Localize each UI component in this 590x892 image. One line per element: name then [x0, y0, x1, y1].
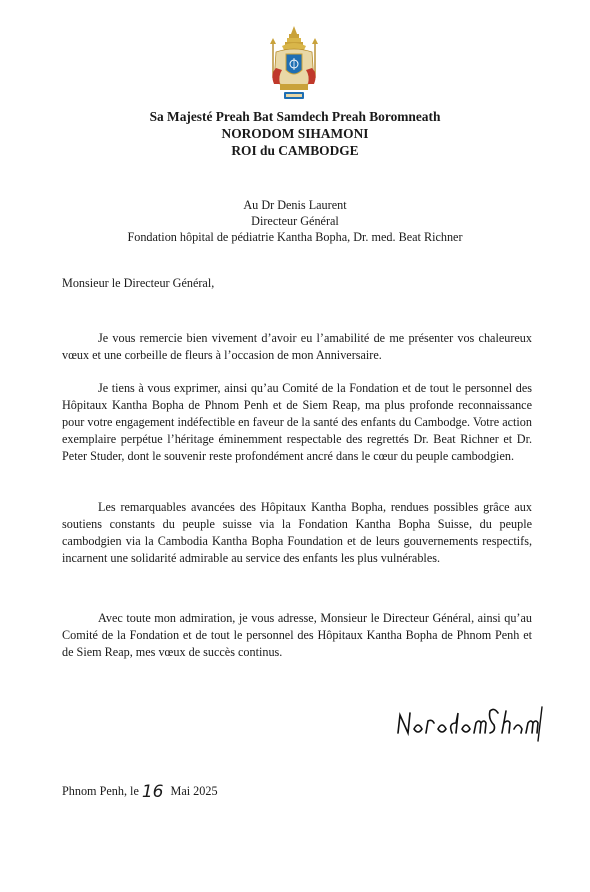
recipient-title: Directeur Général	[251, 214, 339, 228]
place-label: Phnom Penh, le	[62, 784, 139, 798]
month-year: Mai 2025	[170, 784, 218, 798]
sender-name: NORODOM SIHAMONI	[221, 126, 369, 141]
place-and-date	[62, 780, 218, 800]
sender-role: ROI du CAMBODGE	[231, 143, 359, 158]
handwritten-day: 16	[141, 782, 164, 802]
salutation: Monsieur le Directeur Général,	[62, 276, 215, 290]
sender-header	[0, 108, 590, 159]
body-paragraph-3: Les remarquables avancées des Hôpitaux Kantha Bopha, rendues possibles grâce aux soutiens constants du peuple suisse via la Fondation Kantha Bopha Suisse, du peuple cambodgien via la Cambodia Kantha Bopha Foundation et de leurs gouvernements respectifs, incarnent une solidarité admirable au service des enfants les plus vulnérables.	[62, 500, 532, 565]
sender-title: Sa Majesté Preah Bat Samdech Preah Boromneath	[149, 109, 441, 124]
body-paragraph-4: Avec toute mon admiration, je vous adresse, Monsieur le Directeur Général, ainsi qu’au Comité de la Fondation et de tout le personnel des Hôpitaux Kantha Bopha de Phnom Penh et de Siem Reap, mes vœux de succès continus.	[62, 611, 532, 659]
recipient-block	[0, 197, 590, 245]
royal-coat-of-arms-icon	[262, 24, 326, 104]
body-paragraph-2: Je tiens à vous exprimer, ainsi qu’au Comité de la Fondation et de tout le personnel des Hôpitaux Kantha Bopha de Phnom Penh et de Siem Reap, ma plus profonde reconnaissance pour votre engagement indéfectible en faveur de la santé des enfants du Cambodge. Votre action exemplaire perpétue l’héritage éminemment respectable des regrettés Dr. Beat Richner et Dr. Peter Studer, dont le souvenir reste profondément ancré dans le cœur du peuple cambodgien.	[62, 381, 532, 463]
body-paragraph-1: Je vous remercie bien vivement d’avoir eu l’amabilité de me présenter vos chaleureux vœux et une corbeille de fleurs à l’occasion de mon Anniversaire.	[62, 331, 532, 362]
recipient-name: Au Dr Denis Laurent	[243, 198, 347, 212]
recipient-organization: Fondation hôpital de pédiatrie Kantha Bopha, Dr. med. Beat Richner	[127, 230, 463, 244]
handwritten-signature	[394, 703, 546, 743]
